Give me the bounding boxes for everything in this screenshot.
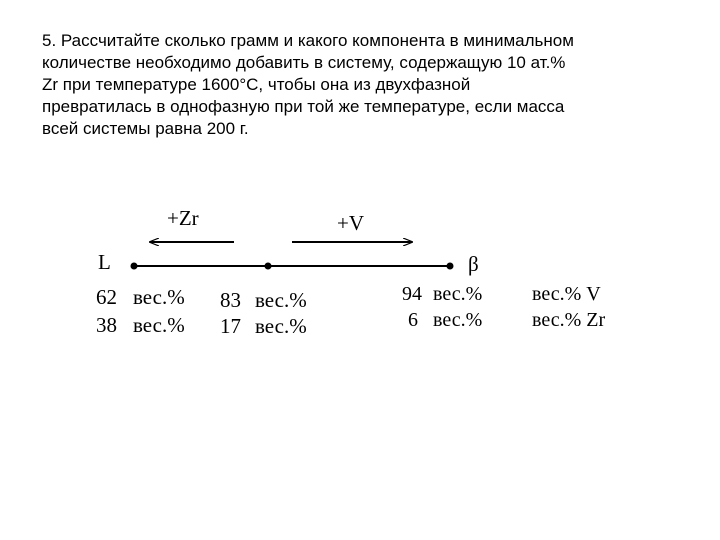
point-left [131, 263, 138, 270]
phase-label-liquid: L [98, 250, 111, 274]
left-v-unit: вес.% [133, 285, 185, 309]
legend-zr: вес.% Zr [532, 309, 606, 331]
phase-label-beta: β [468, 252, 479, 276]
problem-line-4: превратилась в однофазную при той же температуре, если масса [42, 97, 565, 116]
problem-line-2: количестве необходимо добавить в систему, содержащую 10 ат.% [42, 53, 566, 72]
left-zr-value: 38 [96, 313, 117, 337]
arrow-label-v: +V [337, 211, 365, 235]
middle-v-unit: вес.% [255, 288, 307, 312]
left-v-value: 62 [96, 285, 117, 309]
legend-v: вес.% V [532, 283, 601, 305]
problem-line-5: всей системы равна 200 г. [42, 119, 249, 138]
right-v-unit: вес.% [433, 283, 483, 305]
middle-v-value: 83 [220, 288, 241, 312]
arrow-label-zr: +Zr [167, 206, 199, 230]
right-zr-unit: вес.% [433, 309, 483, 331]
point-right [447, 263, 454, 270]
right-zr-value: 6 [408, 309, 418, 331]
middle-zr-unit: вес.% [255, 314, 307, 338]
left-zr-unit: вес.% [133, 313, 185, 337]
problem-line-3: Zr при температуре 1600°С, чтобы она из двухфазной [42, 75, 471, 94]
problem-line-1: 5. Рассчитайте сколько грамм и какого компонента в минимальном [42, 31, 574, 50]
point-middle [265, 263, 272, 270]
right-v-value: 94 [402, 283, 422, 305]
middle-zr-value: 17 [220, 314, 241, 338]
